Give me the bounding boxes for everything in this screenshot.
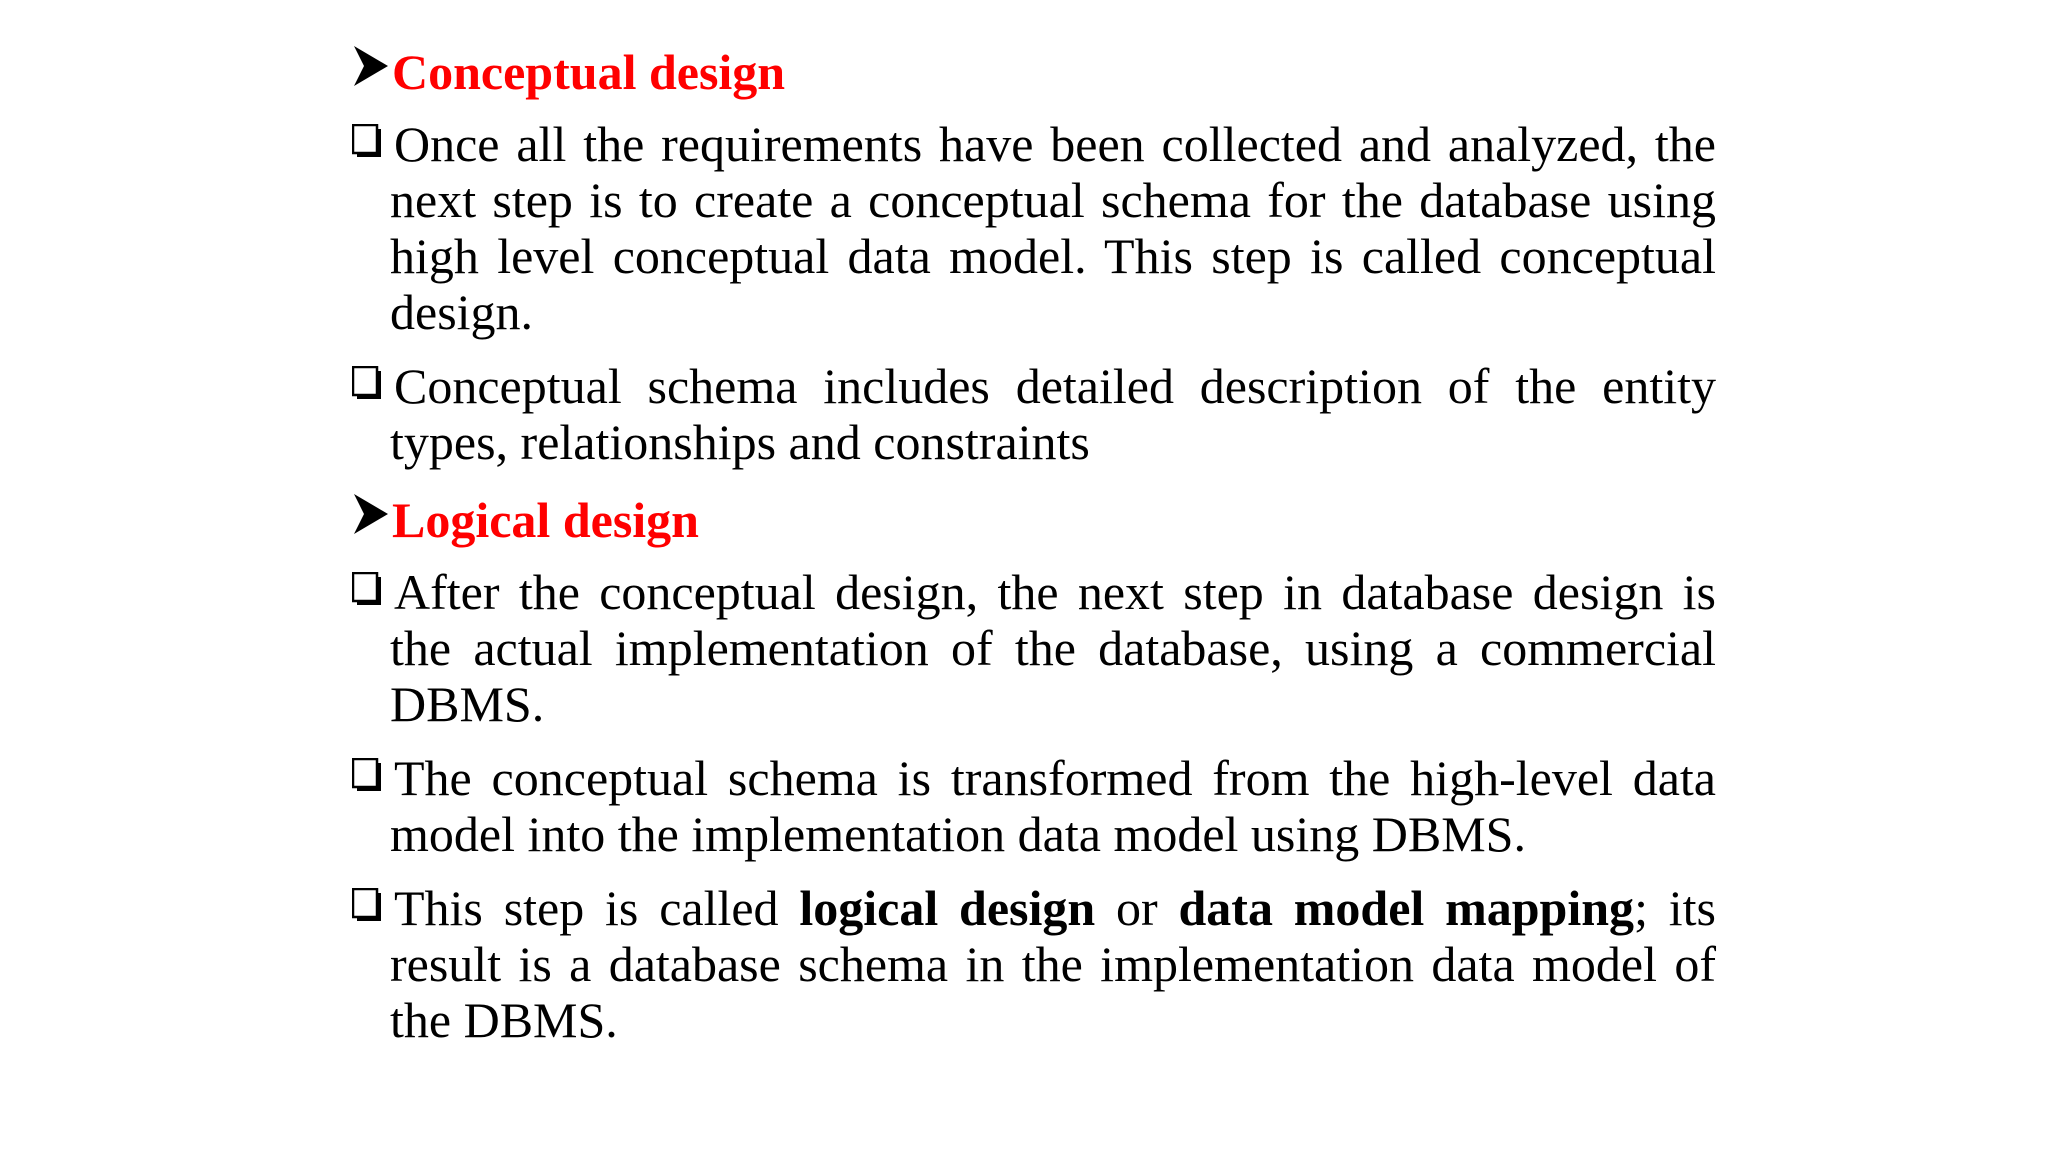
heading-text: Conceptual design xyxy=(392,44,786,100)
shadowed-square-icon xyxy=(352,124,382,158)
bullet-item xyxy=(352,116,1716,340)
right-arrowhead-icon xyxy=(352,44,390,88)
bullet-text: The conceptual schema is transformed from the high-level data model into the implementation data model using DBMS. xyxy=(390,750,1716,862)
bullet-text-part: or xyxy=(1095,880,1179,936)
bullet-text: Once all the requirements have been collected and analyzed, the next step is to create a conceptual schema for the database using high level conceptual data model. This step is called conceptual design. xyxy=(390,116,1716,340)
bullet-item xyxy=(352,564,1716,732)
shadowed-square-icon xyxy=(352,572,382,606)
bullet-item xyxy=(352,750,1716,862)
shadowed-square-icon xyxy=(352,758,382,792)
heading-text: Logical design xyxy=(392,492,699,548)
bold-term-data-model-mapping: data model mapping xyxy=(1178,880,1635,936)
bullet-text-part: ; its result is a database schema in the implementation data model of the DBMS. xyxy=(390,880,1716,1048)
section-heading-logical-design xyxy=(352,488,1716,552)
bullet-text-part: This step is called xyxy=(394,880,800,936)
slide-content xyxy=(352,40,1716,1066)
shadowed-square-icon xyxy=(352,366,382,400)
shadowed-square-icon xyxy=(352,888,382,922)
bold-term-logical-design: logical design xyxy=(799,880,1096,936)
bullet-text: Conceptual schema includes detailed description of the entity types, relationships and constraints xyxy=(390,358,1716,470)
bullet-text: After the conceptual design, the next step in database design is the actual implementation of the database, using a commercial DBMS. xyxy=(390,564,1716,732)
bullet-item xyxy=(352,880,1716,1048)
right-arrowhead-icon xyxy=(352,492,390,536)
bullet-text xyxy=(390,880,1716,1048)
bullet-item xyxy=(352,358,1716,470)
section-heading-conceptual-design xyxy=(352,40,1716,104)
